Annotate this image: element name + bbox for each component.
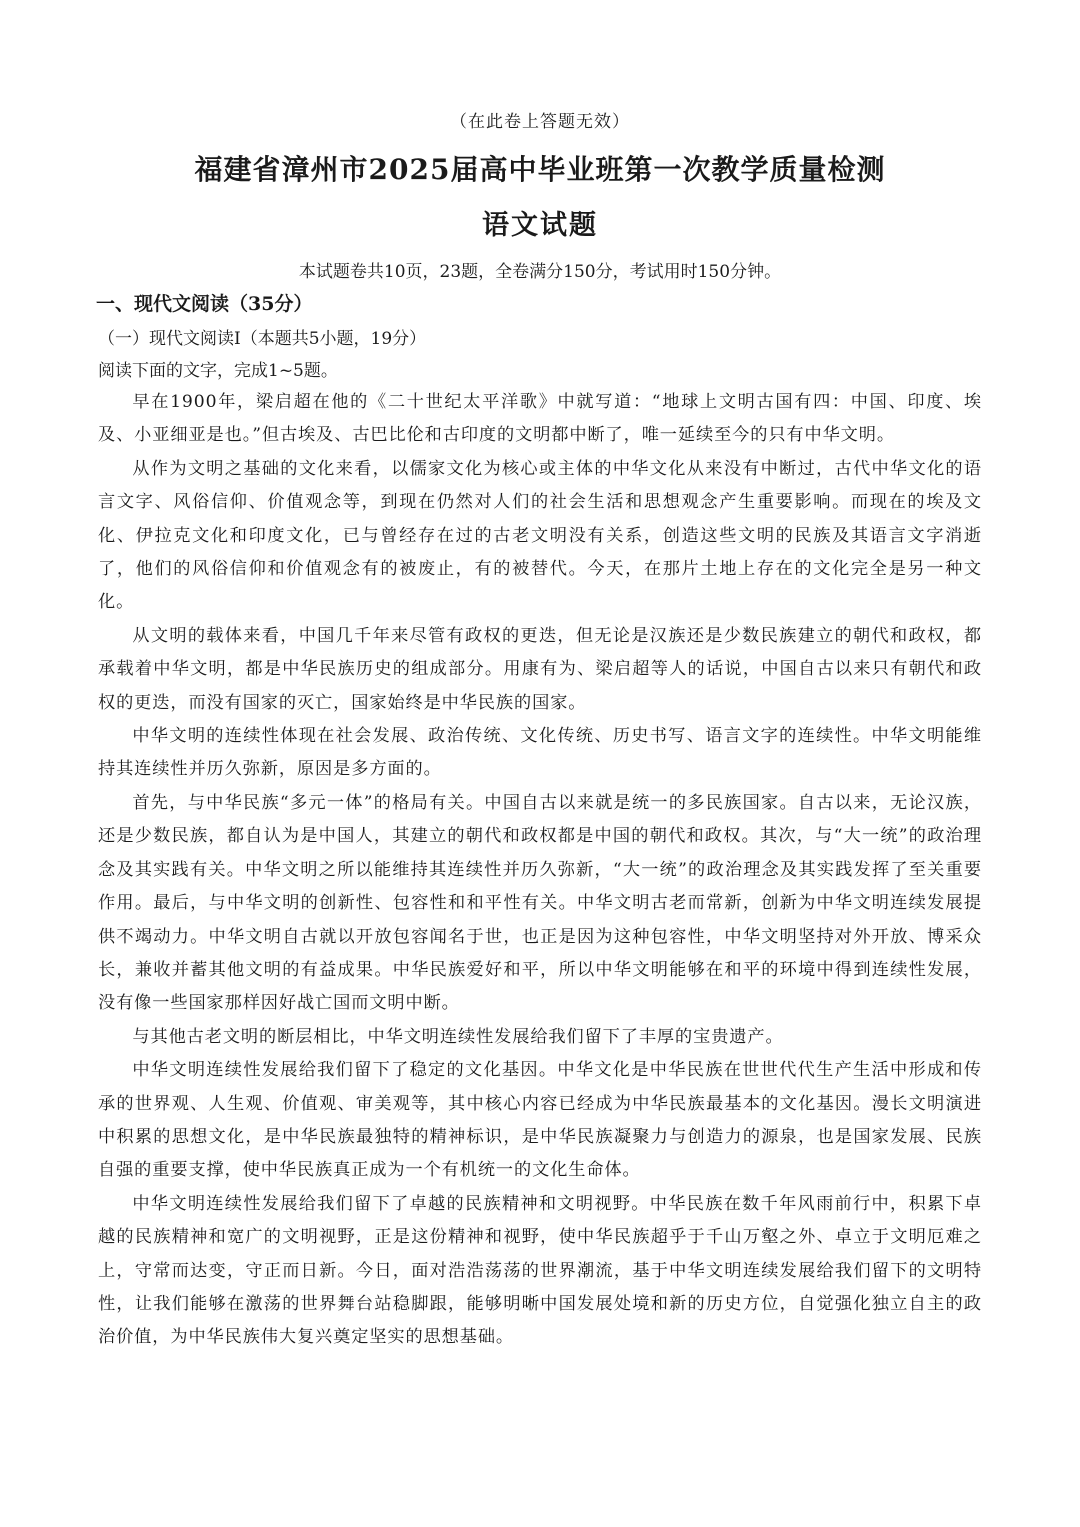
passage-paragraph: 中华文明连续性发展给我们留下了稳定的文化基因。中华文化是中华民族在世世代代生产生活中形成和传承的世界观、人生观、价值观、审美观等，其中核心内容已经成为中华民族最基本的文化基因。漫长文明演进中积累的思想文化，是中华民族最独特的精神标识，是中华民族凝聚力与创造力的源泉，也是国家发展、民族自强的重要支撑，使中华民族真正成为一个有机统一的文化生命体。 (98, 1060, 982, 1181)
exam-info: 本试题卷共10页，23题，全卷满分150分，考试用时150分钟。 (298, 262, 782, 282)
passage-paragraph: 从作为文明之基础的文化来看，以儒家文化为核心或主体的中华文化从来没有中断过，古代中华文化的语言文字、风俗信仰、价值观念等，到现在仍然对人们的社会生活和思想观念产生重要影响。而现在的埃及文化、伊拉克文化和印度文化，已与曾经存在过的古老文明没有关系，创造这些文明的民族及其语言文字消逝了，他们的风俗信仰和价值观念有的被废止，有的被替代。今天，在那片土地上存在的文化完全是另一种文化。 (98, 458, 982, 613)
passage-paragraph: 首先，与中华民族“多元一体”的格局有关。中国自古以来就是统一的多民族国家。自古以来，无论汉族，还是少数民族，都自认为是中国人，其建立的朝代和政权都是中国的朝代和政权。其次，与“大一统”的政治理念及其实践有关。中华文明之所以能维持其连续性并历久弥新，“大一统”的政治理念及其实践发挥了至关重要作用。最后，与中华文明的创新性、包容性和和平性有关。中华文明古老而常新，创新为中华文明连续发展提供不竭动力。中华文明自古就以开放包容闻名于世，也正是因为这种包容性，中华文明坚持对外开放、博采众长，兼收并蓄其他文明的有益成果。中华民族爱好和平，所以中华文明能够在和平的环境中得到连续性发展，没有像一些国家那样因好战亡国而文明中断。 (98, 792, 982, 1014)
subsection-heading: （一）现代文阅读Ⅰ（本题共5小题，19分） (98, 329, 427, 349)
exam-title: 福建省漳州市2025届高中毕业班第一次教学质量检测 (194, 153, 886, 186)
exam-subtitle: 语文试题 (482, 210, 598, 241)
answer-invalid-notice: （在此卷上答题无效） (450, 112, 630, 132)
reading-instruction: 阅读下面的文字，完成1~5题。 (98, 361, 338, 381)
passage-paragraph: 从文明的载体来看，中国几千年来尽管有政权的更迭，但无论是汉族还是少数民族建立的朝代和政权，都承载着中华文明，都是中华民族历史的组成部分。用康有为、梁启超等人的话说，中国自古以来只有朝代和政权的更迭，而没有国家的灭亡，国家始终是中华民族的国家。 (98, 625, 982, 713)
passage-paragraph: 早在1900年，梁启超在他的《二十世纪太平洋歌》中就写道：“地球上文明古国有四：中国、印度、埃及、小亚细亚是也。”但古埃及、古巴比伦和古印度的文明都中断了，唯一延续至今的只有中华文明。 (98, 392, 982, 446)
passage-paragraph: 与其他古老文明的断层相比，中华文明连续性发展给我们留下了丰厚的宝贵遗产。 (132, 1026, 784, 1047)
reading-passage (98, 386, 982, 1355)
passage-paragraph: 中华文明连续性发展给我们留下了卓越的民族精神和文明视野。中华民族在数千年风雨前行中，积累下卓越的民族精神和宽广的文明视野，正是这份精神和视野，使中华民族超乎于千山万壑之外、卓立于文明厄难之上，守常而达变，守正而日新。今日，面对浩浩荡荡的世界潮流，基于中华文明连续发展给我们留下的文明特性，让我们能够在激荡的世界舞台站稳脚跟，能够明晰中国发展处境和新的历史方位，自觉强化独立自主的政治价值，为中华民族伟大复兴奠定坚实的思想基础。 (98, 1193, 982, 1348)
section-heading: 一、现代文阅读（35分） (96, 293, 313, 315)
passage-paragraph: 中华文明的连续性体现在社会发展、政治传统、文化传统、历史书写、语言文字的连续性。中华文明能维持其连续性并历久弥新，原因是多方面的。 (98, 726, 982, 780)
